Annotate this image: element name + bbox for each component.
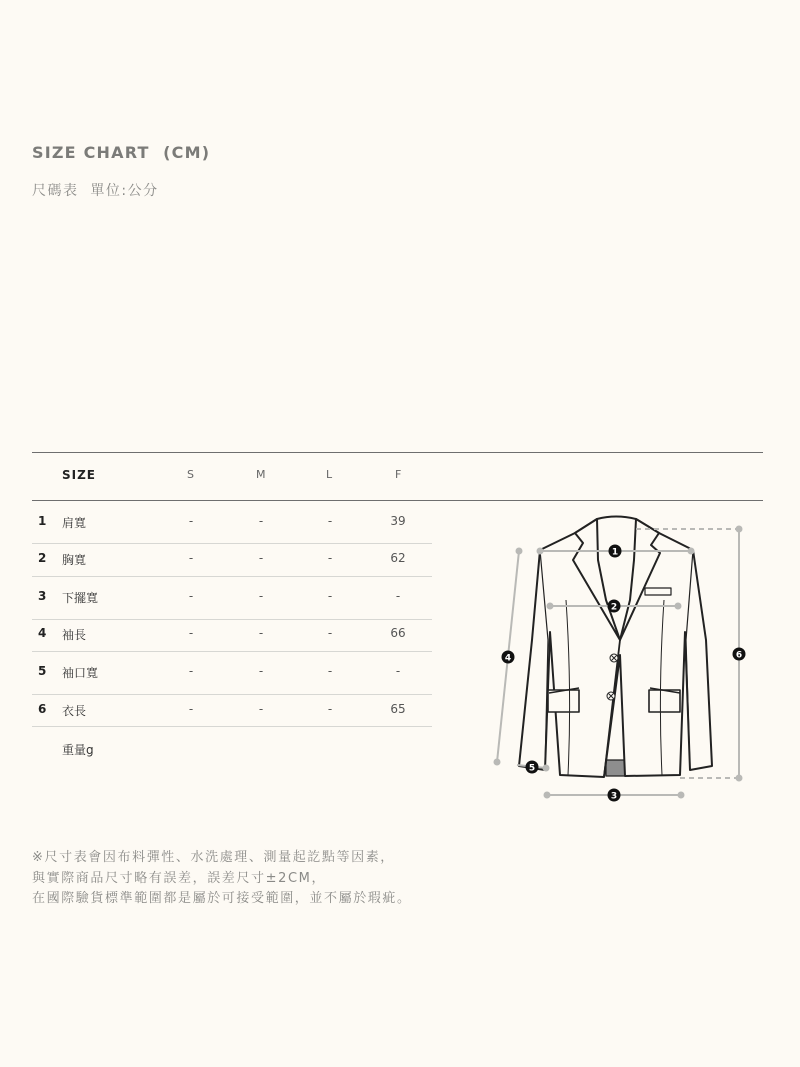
note-line: 與實際商品尺寸略有誤差，誤差尺寸±2CM， bbox=[32, 871, 327, 886]
marker-4 bbox=[502, 651, 515, 664]
value-s: - bbox=[188, 589, 194, 603]
row-number: 5 bbox=[38, 664, 47, 678]
value-s: - bbox=[188, 702, 194, 716]
value-m: - bbox=[258, 514, 264, 528]
marker-6 bbox=[733, 648, 746, 661]
jacket-measurement-diagram bbox=[488, 510, 758, 810]
weight-label: 重量g bbox=[62, 743, 94, 757]
value-s: - bbox=[188, 551, 194, 565]
svg-text:2: 2 bbox=[610, 602, 618, 613]
marker-5 bbox=[526, 761, 539, 774]
row-divider bbox=[32, 576, 432, 577]
note-line: ※尺寸表會因布料彈性、水洗處理、測量起訖點等因素， bbox=[32, 850, 395, 865]
table-top-rule bbox=[32, 452, 763, 453]
row-number: 3 bbox=[38, 589, 47, 603]
value-s: - bbox=[188, 626, 194, 640]
measurement-name: 袖長 bbox=[62, 628, 87, 642]
value-l: - bbox=[327, 664, 333, 678]
row-number: 6 bbox=[38, 702, 47, 716]
row-divider bbox=[32, 543, 432, 544]
row-divider bbox=[32, 651, 432, 652]
row-number: 4 bbox=[38, 626, 47, 640]
measurement-name: 肩寬 bbox=[62, 516, 87, 530]
value-f: - bbox=[395, 664, 401, 678]
measurement-name: 衣長 bbox=[62, 704, 87, 718]
value-l: - bbox=[327, 551, 333, 565]
value-l: - bbox=[327, 514, 333, 528]
column-header-l: L bbox=[326, 468, 333, 481]
marker-1 bbox=[609, 545, 622, 558]
svg-text:3: 3 bbox=[610, 791, 618, 802]
value-m: - bbox=[258, 702, 264, 716]
row-divider bbox=[32, 726, 432, 727]
value-f: 66 bbox=[390, 626, 406, 640]
measurement-name: 下擺寬 bbox=[62, 591, 99, 605]
note-line: 在國際驗貨標準範圍都是屬於可接受範圍，並不屬於瑕疵。 bbox=[32, 891, 412, 906]
value-f: 39 bbox=[390, 514, 406, 528]
column-header-s: S bbox=[187, 468, 194, 481]
value-m: - bbox=[258, 626, 264, 640]
value-f: 65 bbox=[390, 702, 406, 716]
value-f: - bbox=[395, 589, 401, 603]
value-l: - bbox=[327, 589, 333, 603]
value-f: 62 bbox=[390, 551, 406, 565]
svg-text:1: 1 bbox=[611, 547, 619, 558]
table-header-rule bbox=[32, 500, 763, 501]
svg-text:5: 5 bbox=[528, 763, 536, 774]
svg-text:6: 6 bbox=[735, 650, 743, 661]
svg-text:4: 4 bbox=[504, 653, 512, 664]
page-title: SIZE CHART (CM) bbox=[32, 143, 211, 162]
row-number: 1 bbox=[38, 514, 47, 528]
value-l: - bbox=[327, 702, 333, 716]
column-header-f: F bbox=[395, 468, 402, 481]
measurement-name: 胸寬 bbox=[62, 553, 87, 567]
row-divider bbox=[32, 619, 432, 620]
value-s: - bbox=[188, 514, 194, 528]
column-header-size: SIZE bbox=[62, 468, 97, 482]
value-l: - bbox=[327, 626, 333, 640]
page-subtitle: 尺碼表 單位:公分 bbox=[32, 183, 159, 199]
column-header-m: M bbox=[256, 468, 266, 481]
marker-2 bbox=[608, 600, 621, 613]
value-m: - bbox=[258, 589, 264, 603]
measurement-name: 袖口寬 bbox=[62, 666, 99, 680]
row-number: 2 bbox=[38, 551, 47, 565]
value-s: - bbox=[188, 664, 194, 678]
value-m: - bbox=[258, 664, 264, 678]
marker-3 bbox=[608, 789, 621, 802]
value-m: - bbox=[258, 551, 264, 565]
row-divider bbox=[32, 694, 432, 695]
